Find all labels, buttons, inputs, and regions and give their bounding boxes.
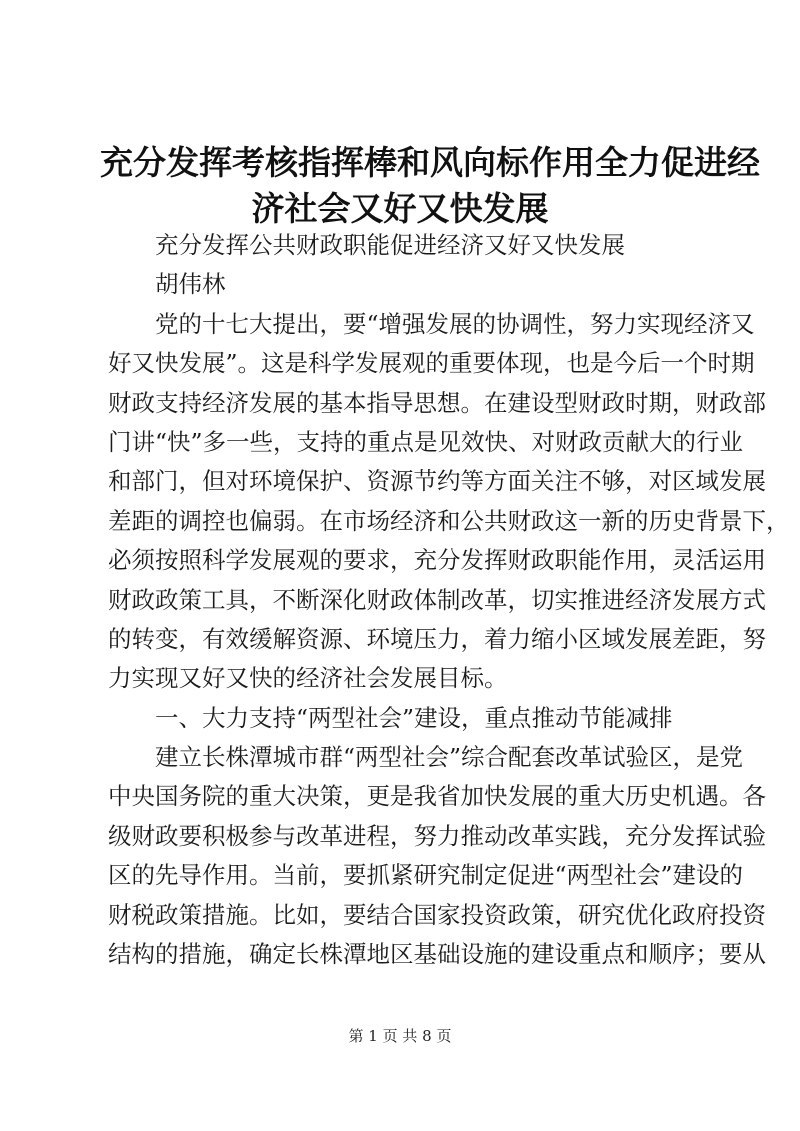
- paragraph-line: 建立长株潭城市群“两型社会”综合配套改革试验区，是党: [108, 743, 744, 772]
- paragraph-line: 财政支持经济发展的基本指导思想。在建设型财政时期，财政部: [108, 388, 766, 417]
- title-line: 充分发挥考核指挥棒和风向标作用全力促进经: [100, 143, 760, 182]
- author-line: 胡伟林: [108, 270, 226, 299]
- paragraph-line: 的转变，有效缓解资源、环境压力，着力缩小区域发展差距，努: [108, 624, 766, 653]
- paragraph-line: 门讲“快”多一些，支持的重点是见效快、对财政贡献大的行业: [108, 427, 744, 456]
- paragraph-line: 和部门，但对环境保护、资源节约等方面关注不够，对区域发展: [108, 467, 766, 496]
- section-heading-line: 一、大力支持“两型社会”建设，重点推动节能减排: [108, 703, 673, 732]
- paragraph-line: 结构的措施，确定长株潭地区基础设施的建设重点和顺序；要从: [108, 940, 766, 969]
- paragraph-line: 级财政要积极参与改革进程，努力推动改革实践，充分发挥试验: [108, 821, 766, 850]
- paragraph-line: 中央国务院的重大决策，更是我省加快发展的重大历史机遇。各: [108, 782, 766, 811]
- paragraph-line: 区的先导作用。当前，要抓紧研究制定促进“两型社会”建设的: [108, 861, 744, 890]
- document-body: [108, 226, 790, 974]
- title-line: 济社会又好又快发展: [251, 189, 549, 228]
- subtitle-line: 充分发挥公共财政职能促进经济又好又快发展: [108, 231, 625, 259]
- document-title: [100, 140, 760, 232]
- page-number-footer: 第 1 页 共 8 页: [348, 1027, 452, 1045]
- paragraph-line: 党的十七大提出，要“增强发展的协调性，努力实现经济又: [108, 309, 755, 338]
- paragraph-line: 财政政策工具，不断深化财政体制改革，切实推进经济发展方式: [108, 585, 766, 614]
- paragraph-line: 财税政策措施。比如，要结合国家投资政策，研究优化政府投资: [108, 900, 766, 929]
- paragraph-line: 差距的调控也偏弱。在市场经济和公共财政这一新的历史背景下，: [108, 506, 790, 535]
- paragraph-line: 必须按照科学发展观的要求，充分发挥财政职能作用，灵活运用: [108, 546, 766, 575]
- paragraph-line: 力实现又好又快的经济社会发展目标。: [108, 664, 508, 693]
- paragraph-line: 好又快发展”。这是科学发展观的重要体现，也是今后一个时期: [108, 349, 755, 378]
